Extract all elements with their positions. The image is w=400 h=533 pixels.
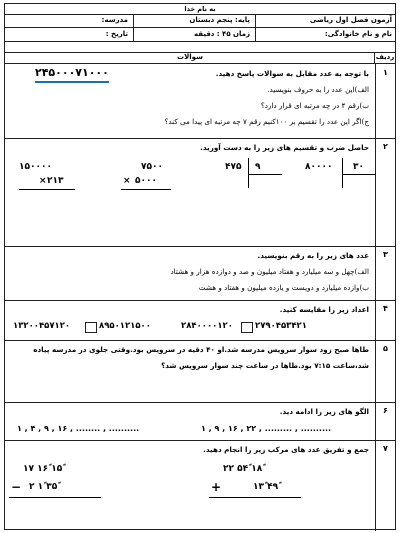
compare-2-box[interactable] <box>85 322 97 333</box>
question-3 <box>5 246 395 301</box>
mult-1-top: ۷۵۰۰ <box>141 162 163 172</box>
division-2-divisor: ۹ <box>255 162 261 172</box>
question-7 <box>5 440 395 531</box>
q3-part-a: الف)چهل و سه میلیارد و هفتاد میلیون و صد و دوازده هزار و هشتاد <box>170 267 369 276</box>
compare-1-right: ۲۷۹۰۴۵۳۴۲۱ <box>255 321 307 331</box>
mult-1-bottom: ۵۰۰۰ <box>135 176 157 186</box>
q6-prompt: الگو های زیر را ادامه دید. <box>279 407 369 416</box>
compare-2-right: ۸۹۵۰۱۲۱۵۰۰ <box>99 321 151 331</box>
question-2 <box>5 138 395 247</box>
division-1-line <box>342 174 376 175</box>
mult-1-line <box>121 189 171 190</box>
division-1-bar <box>342 158 343 188</box>
compare-2-left: ۱۳۲۰۰۴۵۷۱۲۰ <box>13 321 71 331</box>
header-row-1 <box>5 14 395 28</box>
division-2-dividend: ۴۷۵ <box>225 162 242 172</box>
time-label: زمان ۴۵ : دقیقه <box>194 30 250 38</box>
q1-part-b: ب)رقم ۴ در چه مرتبه ای قرار دارد؟ <box>260 101 369 110</box>
mult-2-line <box>19 189 75 190</box>
exam-sheet <box>4 3 396 530</box>
q4-prompt: اعداد زیر را مقایسه کنید. <box>279 305 369 314</box>
mult-2-bottom: ۲۱۳ <box>47 176 64 186</box>
q1-prompt: با توجه به عدد مقابل به سوالات پاسخ دهید. <box>215 69 369 78</box>
addition-top: ۲۲ ۵۴ً ۱۸ً <box>223 464 263 474</box>
question-number: ۴ <box>375 300 395 340</box>
mult-1-sign: × <box>123 176 131 186</box>
bismillah: به نام خدا <box>5 4 395 15</box>
number-underline <box>35 81 109 83</box>
division-1-divisor: ۳۰ <box>353 162 364 172</box>
addition-bottom: ۱۳ً ۴۹ً <box>253 482 279 492</box>
addition-sign: + <box>211 480 222 494</box>
grade-label: پایه: پنجم دبستان <box>189 16 250 24</box>
compare-1-left: ۲۸۴۰۰۰۰۱۲۰ <box>181 321 233 331</box>
row-column-label: ردیف <box>375 53 395 61</box>
subtraction-top: ۱۷ ۱۶ً ۱۵ً <box>23 464 63 474</box>
mult-2-sign: × <box>39 176 47 186</box>
q1-part-c: ج)اگر این عدد را تقسیم بر ۱۰۰کنیم رقم ۷ چه مرتبه ای پیدا می کند؟ <box>164 117 369 126</box>
q1-part-a: الف)این عدد را به حروف بنویسید. <box>267 85 369 94</box>
compare-1-box[interactable] <box>241 322 253 333</box>
division-2-line <box>248 174 282 175</box>
exam-title: آزمون فصل اول ریاضی <box>309 16 392 24</box>
question-1 <box>5 64 395 139</box>
question-number: ۱ <box>375 64 395 138</box>
school-label: مدرسه: <box>101 16 128 24</box>
mult-2-top: ۱۵۰۰۰۰ <box>19 162 52 172</box>
subtraction-line <box>9 497 101 498</box>
sequence-1: ۱ , ۹ , ۱۶ , ۲۲ , ......... , .......... <box>201 424 332 433</box>
q1-number: ۲۴۵۰۰۰۷۱۰۰۰ <box>35 66 109 79</box>
q5-line-2: شد،ساعت ۷:۱۵ بود.طاها در ساعت چند سوار سرویس شد؟ <box>161 361 369 370</box>
q5-line-1: طاها صبح زود سوار سرویس مدرسه شد.او ۴۰ دقیه در سرویس بود.وقتی جلوی در مدرسه پیاده <box>33 345 369 354</box>
question-number: ۷ <box>375 440 395 531</box>
subtraction-bottom: ۲ ۱ً ۳۵ً <box>29 482 58 492</box>
question-number: ۳ <box>375 246 395 300</box>
question-6 <box>5 402 395 441</box>
date-label: تاریخ : <box>105 30 128 38</box>
division-1-dividend: ۸۰۰۰۰ <box>305 162 333 172</box>
subtraction-sign: − <box>11 480 22 494</box>
sequence-2: ۱ , ۴ , ۹ , ۱۶ , ........ , .......... <box>17 424 140 433</box>
question-number: ۵ <box>375 340 395 402</box>
q3-prompt: عدد های زیر را به رقم بنویسید. <box>257 251 369 260</box>
addition-line <box>209 497 301 498</box>
q7-prompt: جمع و تفریق عدد های مرکب زیر را انجام دهید. <box>203 445 369 454</box>
question-5 <box>5 340 395 403</box>
question-number: ۲ <box>375 138 395 246</box>
questions-column-label: سوالات <box>177 53 203 61</box>
question-4 <box>5 300 395 341</box>
question-number: ۶ <box>375 402 395 440</box>
q3-part-b: ب)وازده میلیارد و دویست و یازده میلیون و هفتاد و هشت <box>198 283 369 292</box>
column-header <box>5 52 395 64</box>
division-2-bar <box>248 158 249 188</box>
fullname-label: نام و نام خانوادگی: <box>324 30 392 38</box>
header-row-2 <box>5 28 395 42</box>
q2-prompt: حاصل ضرب و تقسیم های زیر را به دست آورید. <box>200 143 369 152</box>
